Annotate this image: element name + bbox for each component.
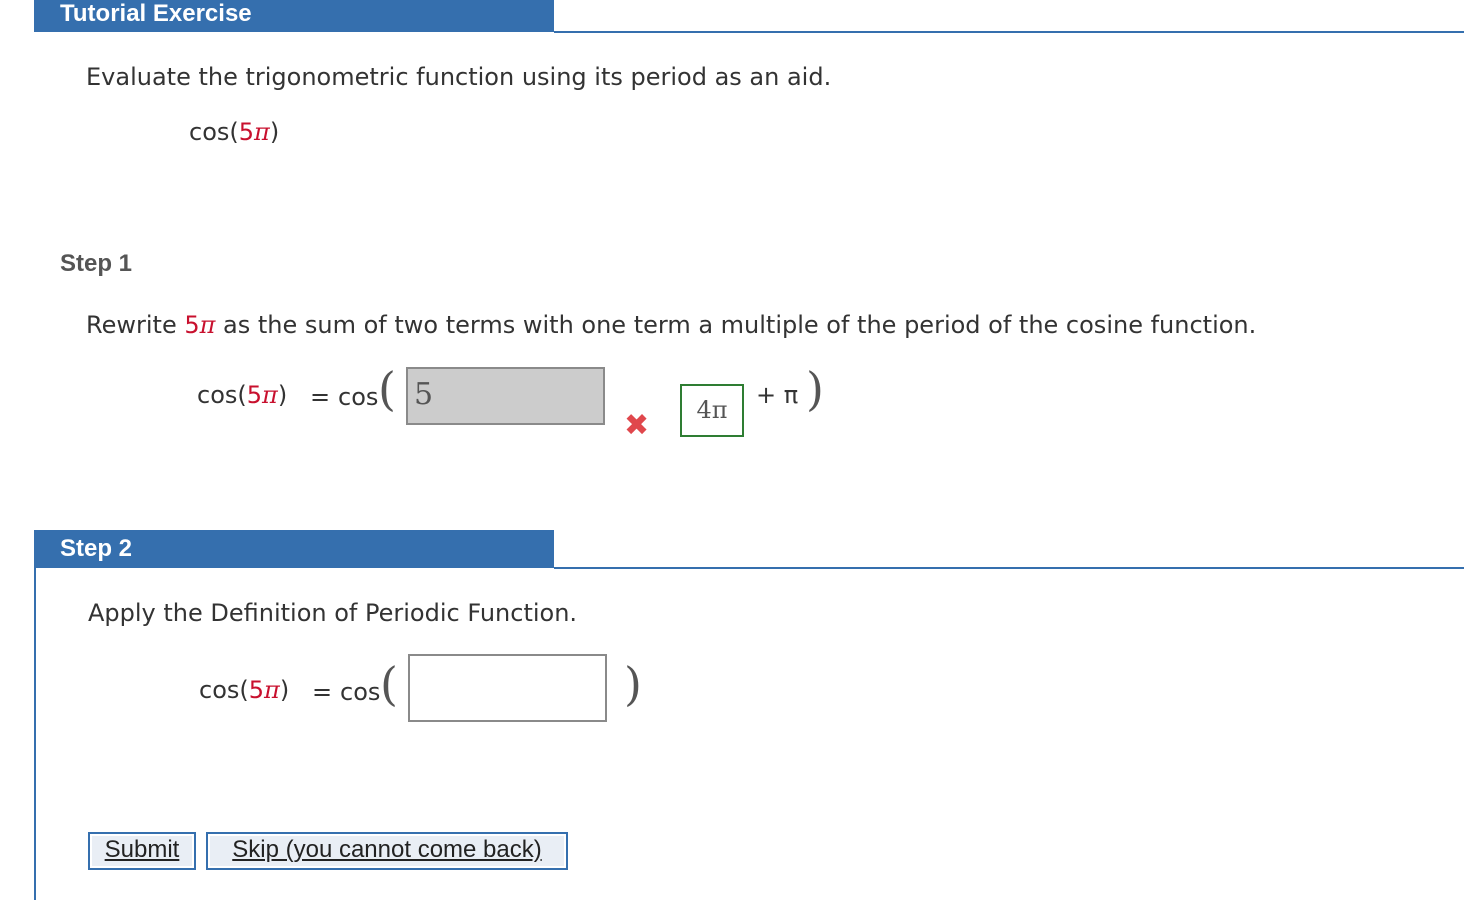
step2-lhs-func: cos( — [199, 676, 249, 704]
tutorial-header — [34, 0, 554, 32]
header-divider — [554, 31, 1464, 33]
step2-divider — [554, 567, 1464, 569]
step1-instr-prefix: Rewrite — [86, 311, 185, 339]
step1-instr-coef: 5 — [184, 311, 200, 339]
incorrect-x-icon: ✖ — [624, 408, 650, 443]
step1-equals: = — [310, 383, 331, 411]
step2-lhs-close: ) — [279, 676, 290, 704]
step1-lhs-close: ) — [277, 381, 288, 409]
step1-lhs-coef: 5 — [246, 381, 263, 409]
step1-plus-pi: + π — [756, 381, 799, 409]
step2-lhs — [199, 676, 289, 704]
step1-label: Step 1 — [60, 250, 133, 277]
step1-rhs-func: cos — [338, 383, 379, 411]
step2-equals: = — [312, 678, 333, 706]
expr-func: cos( — [189, 118, 239, 146]
step1-instruction — [86, 311, 1256, 339]
step1-instr-suffix: as the sum of two terms with one term a multiple of the period of the cosine function. — [215, 311, 1257, 339]
step2-label: Step 2 — [60, 535, 133, 562]
step2-lhs-coef: 5 — [248, 676, 265, 704]
step2-open-paren: ( — [380, 657, 398, 711]
step2-left-border — [34, 568, 36, 900]
step2-rhs-func: cos — [340, 678, 381, 706]
step1-lhs — [197, 381, 287, 409]
correct-answer-box: 4π — [680, 384, 744, 437]
step2-header — [34, 530, 554, 568]
step2-close-paren: ) — [624, 657, 642, 711]
step1-instr-pi: π — [199, 311, 216, 339]
expr-pi: π — [254, 118, 270, 146]
submit-button[interactable]: Submit — [88, 832, 196, 870]
step1-lhs-pi: π — [262, 381, 278, 409]
step1-close-paren: ) — [806, 362, 824, 416]
step2-answer-input[interactable] — [408, 654, 607, 722]
expr-close: ) — [269, 118, 280, 146]
expr-coef: 5 — [238, 118, 255, 146]
tutorial-title: Tutorial Exercise — [60, 0, 252, 27]
skip-button[interactable]: Skip (you cannot come back) — [206, 832, 568, 870]
step2-lhs-pi: π — [264, 676, 280, 704]
step1-lhs-func: cos( — [197, 381, 247, 409]
step1-answer-input[interactable]: 5 — [406, 367, 605, 425]
problem-expression — [189, 118, 279, 146]
step1-open-paren: ( — [378, 362, 396, 416]
problem-instruction: Evaluate the trigonometric function using its period as an aid. — [86, 63, 832, 91]
step2-instruction: Apply the Definition of Periodic Function. — [88, 599, 578, 627]
